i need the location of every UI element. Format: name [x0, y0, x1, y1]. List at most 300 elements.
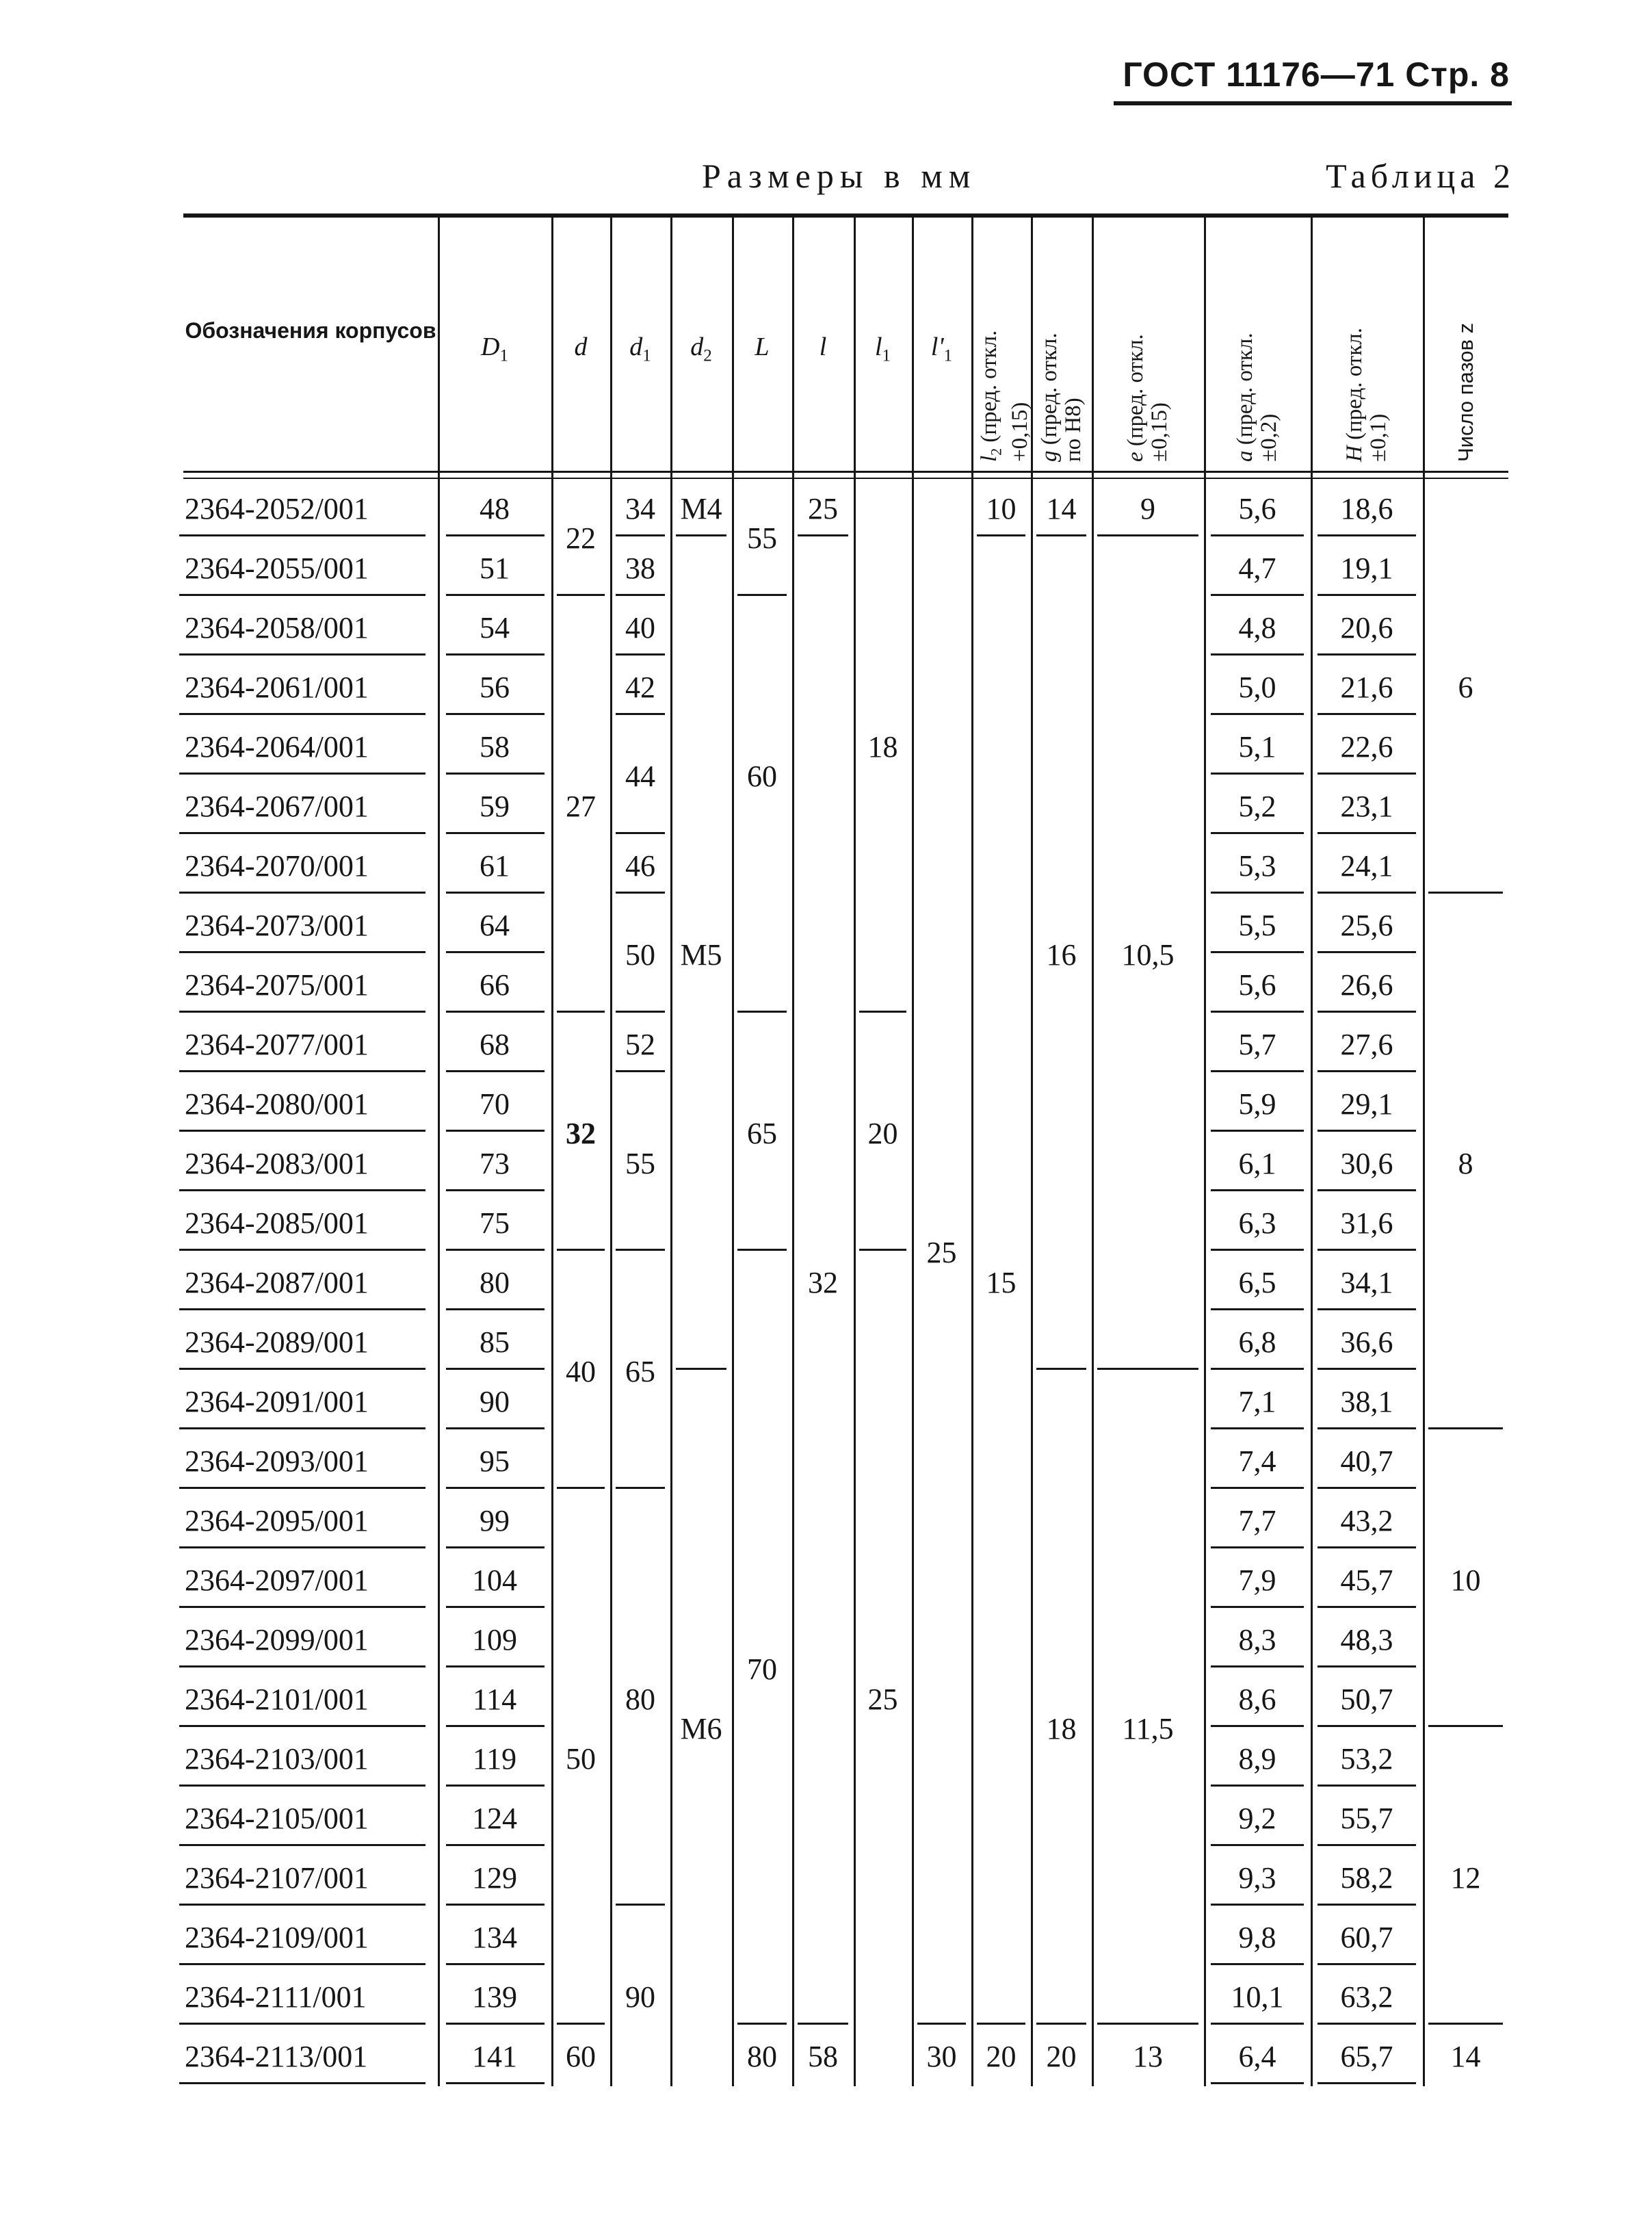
row-rule	[446, 1070, 545, 1072]
d2-cell: M4	[680, 491, 722, 525]
row-rule	[1211, 1546, 1304, 1548]
row-rule	[446, 713, 545, 715]
D1-cell: 114	[472, 1682, 517, 1716]
row-rule	[446, 1308, 545, 1310]
group-rule	[1428, 1725, 1503, 1727]
l-cell: 58	[808, 2039, 838, 2073]
D1-cell: 75	[480, 1206, 510, 1240]
d1-cell: 38	[625, 551, 655, 585]
row-rule	[1211, 1308, 1304, 1310]
a-cell: 10,1	[1231, 1980, 1284, 2014]
e-cell: 11,5	[1122, 1712, 1174, 1746]
a-cell: 5,6	[1238, 491, 1276, 525]
row-rule	[1211, 1844, 1304, 1846]
row-rule	[1317, 1070, 1416, 1072]
row-rule	[179, 1606, 425, 1608]
table-head-rule-2	[183, 478, 1508, 479]
row-rule	[1211, 1011, 1304, 1013]
designation-cell: 2364-2109/001	[185, 1920, 369, 1954]
row-rule	[446, 653, 545, 656]
H-cell: 63,2	[1340, 1980, 1393, 2014]
group-rule	[1097, 2023, 1198, 2025]
d-cell: 40	[566, 1355, 596, 1388]
designation-cell: 2364-2070/001	[185, 848, 369, 883]
row-rule	[1317, 1427, 1416, 1429]
group-rule	[676, 1368, 726, 1370]
D1-cell: 119	[472, 1741, 517, 1776]
row-rule	[446, 2023, 545, 2025]
H-cell: 20,6	[1340, 610, 1393, 645]
group-rule	[737, 594, 787, 596]
row-rule	[1211, 1904, 1304, 1906]
D1-cell: 68	[480, 1027, 510, 1061]
row-rule	[1211, 534, 1304, 536]
z-cell: 8	[1458, 1146, 1473, 1180]
header-d: d	[574, 333, 588, 361]
D1-cell: 104	[472, 1563, 517, 1597]
designation-cell: 2364-2095/001	[185, 1503, 369, 1537]
l2-cell: 15	[986, 1265, 1017, 1299]
row-rule	[1211, 1189, 1304, 1191]
a-cell: 8,6	[1238, 1682, 1276, 1716]
row-rule	[179, 832, 425, 834]
z-cell: 12	[1450, 1860, 1481, 1895]
designation-cell: 2364-2080/001	[185, 1087, 369, 1121]
D1-cell: 56	[480, 670, 510, 704]
d2-cell: M6	[680, 1712, 722, 1746]
group-rule	[859, 1249, 906, 1251]
l1-cell: 25	[867, 1682, 898, 1716]
g-cell: 16	[1046, 938, 1077, 972]
group-rule	[1097, 534, 1198, 536]
row-rule	[1211, 1665, 1304, 1667]
group-rule	[616, 1070, 665, 1072]
row-rule	[1317, 1725, 1416, 1727]
group-rule	[616, 1249, 665, 1251]
row-rule	[446, 1725, 545, 1727]
designation-cell: 2364-2091/001	[185, 1384, 369, 1418]
D1-cell: 54	[480, 610, 510, 645]
row-rule	[1317, 1189, 1416, 1191]
d1-cell: 52	[625, 1027, 655, 1061]
a-cell: 8,9	[1238, 1741, 1276, 1776]
table-label: Таблица 2	[1326, 157, 1515, 195]
D1-cell: 124	[472, 1801, 517, 1835]
L-cell: 70	[747, 1652, 777, 1686]
header-l1p: $l'_1$	[930, 333, 953, 365]
group-rule	[1428, 2023, 1503, 2025]
designation-cell: 2364-2077/001	[185, 1027, 369, 1061]
row-rule	[179, 951, 425, 953]
d1-cell: 80	[625, 1682, 655, 1716]
D1-cell: 48	[480, 491, 510, 525]
row-rule	[1211, 1963, 1304, 1965]
designation-cell: 2364-2083/001	[185, 1146, 369, 1180]
page-number: Стр. 8	[1405, 55, 1510, 94]
D1-cell: 90	[480, 1384, 510, 1418]
group-rule	[616, 1904, 665, 1906]
column-rule	[551, 213, 553, 2086]
D1-cell: 85	[480, 1325, 510, 1359]
H-cell: 48,3	[1340, 1622, 1393, 1657]
H-cell: 30,6	[1340, 1146, 1393, 1180]
row-rule	[1211, 1249, 1304, 1251]
row-rule	[446, 1189, 545, 1191]
row-rule	[179, 1368, 425, 1370]
g-cell: 18	[1046, 1712, 1077, 1746]
row-rule	[1317, 1011, 1416, 1013]
z-cell: 6	[1458, 670, 1473, 704]
a-cell: 6,1	[1238, 1146, 1276, 1180]
row-rule	[446, 1546, 545, 1548]
row-rule	[446, 2082, 545, 2084]
group-rule	[616, 653, 665, 656]
row-rule	[1211, 951, 1304, 953]
row-rule	[446, 1785, 545, 1787]
designation-cell: 2364-2064/001	[185, 729, 369, 764]
group-rule	[1036, 534, 1086, 536]
row-rule	[1211, 594, 1304, 596]
row-rule	[446, 1130, 545, 1132]
D1-cell: 139	[472, 1980, 517, 2014]
H-cell: 60,7	[1340, 1920, 1393, 1954]
row-rule	[446, 951, 545, 953]
row-rule	[179, 1070, 425, 1072]
group-rule	[557, 1011, 605, 1013]
row-rule	[1317, 713, 1416, 715]
H-cell: 65,7	[1340, 2039, 1393, 2073]
row-rule	[179, 1785, 425, 1787]
L-cell: 55	[747, 521, 777, 555]
header-D1: $D_1$	[481, 333, 508, 365]
row-rule	[1317, 2082, 1416, 2084]
a-cell: 4,7	[1238, 551, 1276, 585]
a-cell: 9,8	[1238, 1920, 1276, 1954]
a-cell: 7,9	[1238, 1563, 1276, 1597]
d1-cell: 55	[625, 1146, 655, 1180]
d1-cell: 46	[625, 848, 655, 883]
row-rule	[1211, 1427, 1304, 1429]
row-rule	[1317, 1904, 1416, 1906]
D1-cell: 58	[480, 729, 510, 764]
column-rule	[854, 213, 856, 2086]
H-cell: 50,7	[1340, 1682, 1393, 1716]
a-cell: 7,4	[1238, 1444, 1276, 1478]
row-rule	[1211, 1070, 1304, 1072]
H-cell: 19,1	[1340, 551, 1393, 585]
l1p-cell: 30	[926, 2039, 957, 2073]
row-rule	[179, 1546, 425, 1548]
group-rule	[798, 534, 848, 536]
a-cell: 7,7	[1238, 1503, 1276, 1537]
row-rule	[179, 1844, 425, 1846]
row-rule	[179, 1427, 425, 1429]
a-cell: 8,3	[1238, 1622, 1276, 1657]
row-rule	[1211, 773, 1304, 775]
group-rule	[616, 1487, 665, 1489]
header-L: L	[755, 333, 770, 361]
a-cell: 5,6	[1238, 968, 1276, 1002]
group-rule	[798, 2023, 848, 2025]
row-rule	[179, 1011, 425, 1013]
d-cell: 22	[566, 521, 596, 555]
designation-cell: 2364-2111/001	[185, 1980, 367, 2014]
row-rule	[446, 773, 545, 775]
L-cell: 60	[747, 760, 777, 793]
row-rule	[1211, 653, 1304, 656]
group-rule	[557, 2023, 605, 2025]
row-rule	[179, 594, 425, 596]
H-cell: 24,1	[1340, 848, 1393, 883]
row-rule	[1211, 1130, 1304, 1132]
d1-cell: 65	[625, 1355, 655, 1388]
row-rule	[179, 1308, 425, 1310]
H-cell: 18,6	[1340, 491, 1393, 525]
a-cell: 9,2	[1238, 1801, 1276, 1835]
header-l2: $l_2$ (пред. откл. +0,15)	[976, 330, 1032, 462]
row-rule	[446, 1844, 545, 1846]
row-rule	[1317, 832, 1416, 834]
column-rule	[912, 213, 914, 2086]
a-cell: 5,2	[1238, 789, 1276, 823]
z-cell: 10	[1450, 1563, 1481, 1597]
H-cell: 27,6	[1340, 1027, 1393, 1061]
e-cell: 10,5	[1121, 938, 1175, 972]
row-rule	[1317, 1963, 1416, 1965]
row-rule	[1317, 892, 1416, 894]
a-cell: 6,8	[1238, 1325, 1276, 1359]
D1-cell: 66	[480, 968, 510, 1002]
row-rule	[179, 1487, 425, 1489]
group-rule	[1428, 1427, 1503, 1429]
D1-cell: 70	[480, 1087, 510, 1121]
designation-cell: 2364-2067/001	[185, 789, 369, 823]
row-rule	[1317, 1665, 1416, 1667]
D1-cell: 59	[480, 789, 510, 823]
row-rule	[179, 2082, 425, 2084]
D1-cell: 134	[472, 1920, 517, 1954]
group-rule	[616, 892, 665, 894]
row-rule	[1211, 713, 1304, 715]
row-rule	[179, 653, 425, 656]
row-rule	[446, 1368, 545, 1370]
z-cell: 14	[1450, 2039, 1481, 2073]
column-rule	[732, 213, 734, 2086]
row-rule	[1317, 1785, 1416, 1787]
row-rule	[1317, 1368, 1416, 1370]
header-d1: $d_1$	[629, 333, 651, 365]
D1-cell: 95	[480, 1444, 510, 1478]
row-rule	[179, 1725, 425, 1727]
H-cell: 34,1	[1340, 1265, 1393, 1299]
designation-cell: 2364-2073/001	[185, 908, 369, 942]
designation-cell: 2364-2061/001	[185, 670, 369, 704]
group-rule	[977, 2023, 1025, 2025]
d2-cell: M5	[680, 938, 722, 972]
designation-cell: 2364-2103/001	[185, 1741, 369, 1776]
row-rule	[1317, 2023, 1416, 2025]
d1-cell: 42	[625, 670, 655, 704]
row-rule	[446, 1904, 545, 1906]
units-caption: Размеры в мм	[702, 157, 977, 195]
H-cell: 43,2	[1340, 1503, 1393, 1537]
group-rule	[1036, 2023, 1086, 2025]
group-rule	[737, 2023, 787, 2025]
H-cell: 55,7	[1340, 1801, 1393, 1835]
header-designation: Обозначения корпусов	[185, 318, 436, 343]
group-rule	[977, 534, 1025, 536]
H-cell: 21,6	[1340, 670, 1393, 704]
row-rule	[1211, 832, 1304, 834]
H-cell: 45,7	[1340, 1563, 1393, 1597]
a-cell: 5,5	[1238, 908, 1276, 942]
D1-cell: 99	[480, 1503, 510, 1537]
row-rule	[1317, 1844, 1416, 1846]
row-rule	[446, 1487, 545, 1489]
row-rule	[446, 1665, 545, 1667]
group-rule	[616, 713, 665, 715]
H-cell: 53,2	[1340, 1741, 1393, 1776]
group-rule	[616, 1011, 665, 1013]
H-cell: 26,6	[1340, 968, 1393, 1002]
row-rule	[179, 1249, 425, 1251]
row-rule	[1211, 2023, 1304, 2025]
row-rule	[1317, 594, 1416, 596]
H-cell: 31,6	[1340, 1206, 1393, 1240]
a-cell: 9,3	[1238, 1860, 1276, 1895]
D1-cell: 64	[480, 908, 510, 942]
group-rule	[737, 1011, 787, 1013]
designation-cell: 2364-2107/001	[185, 1860, 369, 1895]
row-rule	[446, 832, 545, 834]
designation-cell: 2364-2097/001	[185, 1563, 369, 1597]
row-rule	[1317, 534, 1416, 536]
a-cell: 6,3	[1238, 1206, 1276, 1240]
a-cell: 5,7	[1238, 1027, 1276, 1061]
e-cell: 9	[1140, 491, 1155, 525]
D1-cell: 141	[472, 2039, 517, 2073]
header-a: a (пред. откл. ±0,2)	[1233, 333, 1281, 462]
designation-cell: 2364-2101/001	[185, 1682, 369, 1716]
row-rule	[179, 534, 425, 536]
designation-cell: 2364-2113/001	[185, 2039, 368, 2073]
d1-cell: 50	[625, 938, 655, 972]
designation-cell: 2364-2085/001	[185, 1206, 369, 1240]
designation-cell: 2364-2087/001	[185, 1265, 369, 1299]
d-cell: 27	[566, 789, 596, 823]
row-rule	[179, 713, 425, 715]
row-rule	[1317, 653, 1416, 656]
l1-cell: 20	[867, 1117, 898, 1150]
row-rule	[179, 1904, 425, 1906]
d1-cell: 40	[625, 610, 655, 645]
L-cell: 80	[747, 2039, 777, 2073]
row-rule	[446, 1011, 545, 1013]
l-cell: 32	[808, 1265, 838, 1299]
designation-cell: 2364-2052/001	[185, 491, 369, 525]
D1-cell: 73	[480, 1146, 510, 1180]
a-cell: 6,4	[1238, 2039, 1276, 2073]
group-rule	[616, 534, 665, 536]
D1-cell: 129	[472, 1860, 517, 1895]
l-cell: 25	[808, 491, 838, 525]
H-cell: 40,7	[1340, 1444, 1393, 1478]
designation-cell: 2364-2099/001	[185, 1622, 369, 1657]
designation-cell: 2364-2075/001	[185, 968, 369, 1002]
table-head-rule	[183, 471, 1508, 473]
row-rule	[179, 1130, 425, 1132]
d-cell: 60	[566, 2039, 596, 2073]
d1-cell: 44	[625, 760, 655, 793]
H-cell: 25,6	[1340, 908, 1393, 942]
row-rule	[1317, 1249, 1416, 1251]
row-rule	[446, 594, 545, 596]
a-cell: 5,9	[1238, 1087, 1276, 1121]
d1-cell: 90	[625, 1980, 655, 2014]
header-g: g (пред. откл. по H8)	[1036, 333, 1086, 462]
row-rule	[1317, 1487, 1416, 1489]
group-rule	[737, 1249, 787, 1251]
group-rule	[557, 594, 605, 596]
g-cell: 20	[1046, 2039, 1077, 2073]
row-rule	[179, 773, 425, 775]
designation-cell: 2364-2089/001	[185, 1325, 369, 1359]
a-cell: 5,0	[1238, 670, 1276, 704]
group-rule	[1428, 892, 1503, 894]
row-rule	[179, 892, 425, 894]
row-rule	[1317, 1606, 1416, 1608]
table-top-rule	[183, 213, 1508, 218]
d-cell: 50	[566, 1741, 596, 1776]
row-rule	[1317, 1546, 1416, 1548]
D1-cell: 51	[480, 551, 510, 585]
row-rule	[1211, 892, 1304, 894]
row-rule	[1211, 1487, 1304, 1489]
row-rule	[446, 1427, 545, 1429]
header-z: Число пазов z	[1453, 322, 1478, 462]
group-rule	[557, 1487, 605, 1489]
a-cell: 6,5	[1238, 1265, 1276, 1299]
l2-cell: 10	[986, 491, 1017, 525]
H-cell: 38,1	[1340, 1384, 1393, 1418]
row-rule	[446, 892, 545, 894]
designation-cell: 2364-2058/001	[185, 610, 369, 645]
row-rule	[179, 2023, 425, 2025]
L-cell: 65	[747, 1117, 777, 1150]
designation-cell: 2364-2105/001	[185, 1801, 369, 1835]
a-cell: 5,1	[1238, 729, 1276, 764]
group-rule	[1097, 1368, 1198, 1370]
row-rule	[1317, 951, 1416, 953]
standard-number: ГОСТ 11176—71	[1123, 55, 1395, 94]
D1-cell: 61	[480, 848, 510, 883]
group-rule	[616, 832, 665, 834]
g-cell: 14	[1046, 491, 1077, 525]
group-rule	[917, 2023, 966, 2025]
row-rule	[179, 1189, 425, 1191]
l1p-cell: 25	[926, 1236, 957, 1269]
row-rule	[179, 1665, 425, 1667]
header-l1: $l_1$	[874, 333, 891, 365]
D1-cell: 109	[472, 1622, 517, 1657]
d-cell: 32	[566, 1117, 596, 1150]
a-cell: 7,1	[1238, 1384, 1276, 1418]
a-cell: 5,3	[1238, 848, 1276, 883]
H-cell: 23,1	[1340, 789, 1393, 823]
row-rule	[1211, 1785, 1304, 1787]
row-rule	[446, 1249, 545, 1251]
row-rule	[179, 1963, 425, 1965]
